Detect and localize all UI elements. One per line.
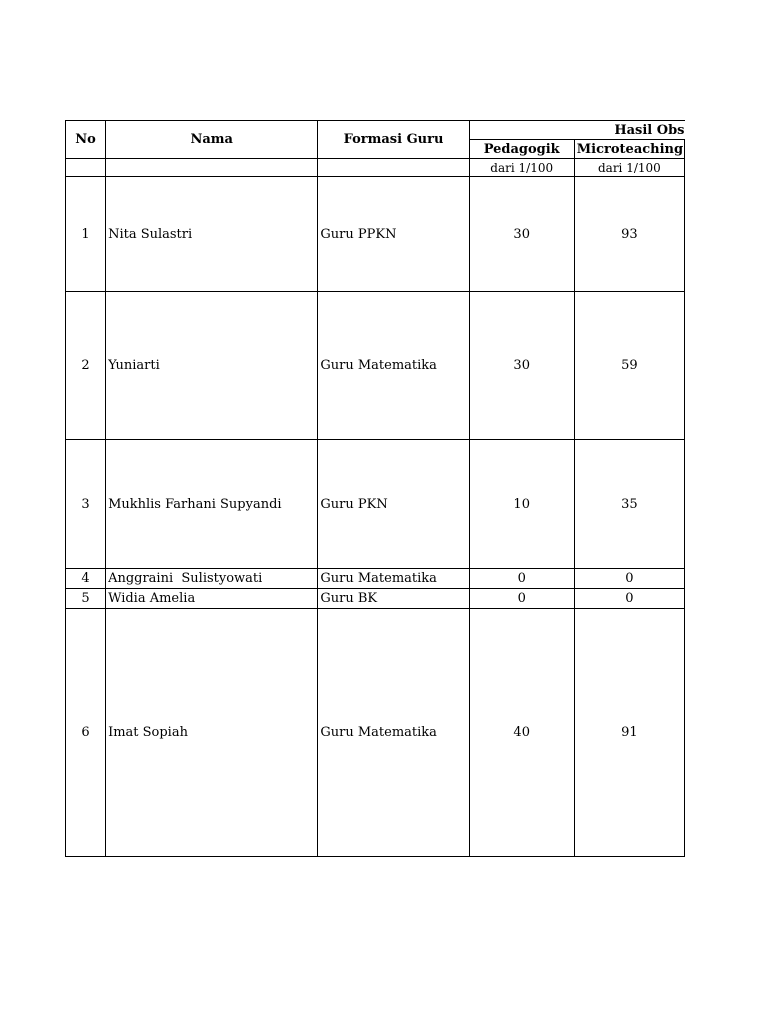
- cell-microteaching: 93: [574, 177, 684, 292]
- cell-pedagogik: 0: [469, 589, 574, 609]
- blank-cell: [318, 159, 469, 177]
- cell-nama: Widia Amelia: [106, 589, 318, 609]
- header-row-1: [66, 121, 685, 140]
- blank-cell: [106, 159, 318, 177]
- cell-pedagogik: 30: [469, 177, 574, 292]
- cell-formasi: Guru Matematika: [318, 609, 469, 857]
- cell-no: 3: [66, 440, 106, 569]
- cell-microteaching: 0: [574, 589, 684, 609]
- header-microteaching-scale: dari 1/100: [574, 159, 684, 177]
- header-row-3: [66, 159, 685, 177]
- cell-nama: Mukhlis Farhani Supyandi: [106, 440, 318, 569]
- cell-formasi: Guru Matematika: [318, 569, 469, 589]
- cell-no: 1: [66, 177, 106, 292]
- table-row: [66, 440, 685, 569]
- cell-microteaching: 35: [574, 440, 684, 569]
- cell-nama: Nita Sulastri: [106, 177, 318, 292]
- table-row: [66, 589, 685, 609]
- cell-pedagogik: 10: [469, 440, 574, 569]
- header-hasil-obs: Hasil Obs: [469, 121, 684, 140]
- cell-microteaching: 0: [574, 569, 684, 589]
- header-pedagogik-scale: dari 1/100: [469, 159, 574, 177]
- table-row: [66, 569, 685, 589]
- cell-no: 5: [66, 589, 106, 609]
- cell-pedagogik: 40: [469, 609, 574, 857]
- cell-formasi: Guru Matematika: [318, 292, 469, 440]
- observation-table: [65, 120, 685, 857]
- cell-nama: Yuniarti: [106, 292, 318, 440]
- cell-no: 4: [66, 569, 106, 589]
- header-nama: Nama: [106, 121, 318, 159]
- cell-pedagogik: 0: [469, 569, 574, 589]
- header-microteaching: Microteaching: [574, 140, 684, 159]
- header-no: No: [66, 121, 106, 159]
- cell-pedagogik: 30: [469, 292, 574, 440]
- cell-formasi: Guru PPKN: [318, 177, 469, 292]
- table-row: [66, 292, 685, 440]
- table-row: [66, 609, 685, 857]
- cell-microteaching: 59: [574, 292, 684, 440]
- header-formasi-guru: Formasi Guru: [318, 121, 469, 159]
- table-row: [66, 177, 685, 292]
- cell-nama: Imat Sopiah: [106, 609, 318, 857]
- cell-microteaching: 91: [574, 609, 684, 857]
- cell-no: 2: [66, 292, 106, 440]
- spreadsheet-page: [65, 120, 685, 858]
- cell-formasi: Guru BK: [318, 589, 469, 609]
- cell-no: 6: [66, 609, 106, 857]
- cell-formasi: Guru PKN: [318, 440, 469, 569]
- header-pedagogik: Pedagogik: [469, 140, 574, 159]
- cell-nama: Anggraini Sulistyowati: [106, 569, 318, 589]
- blank-cell: [66, 159, 106, 177]
